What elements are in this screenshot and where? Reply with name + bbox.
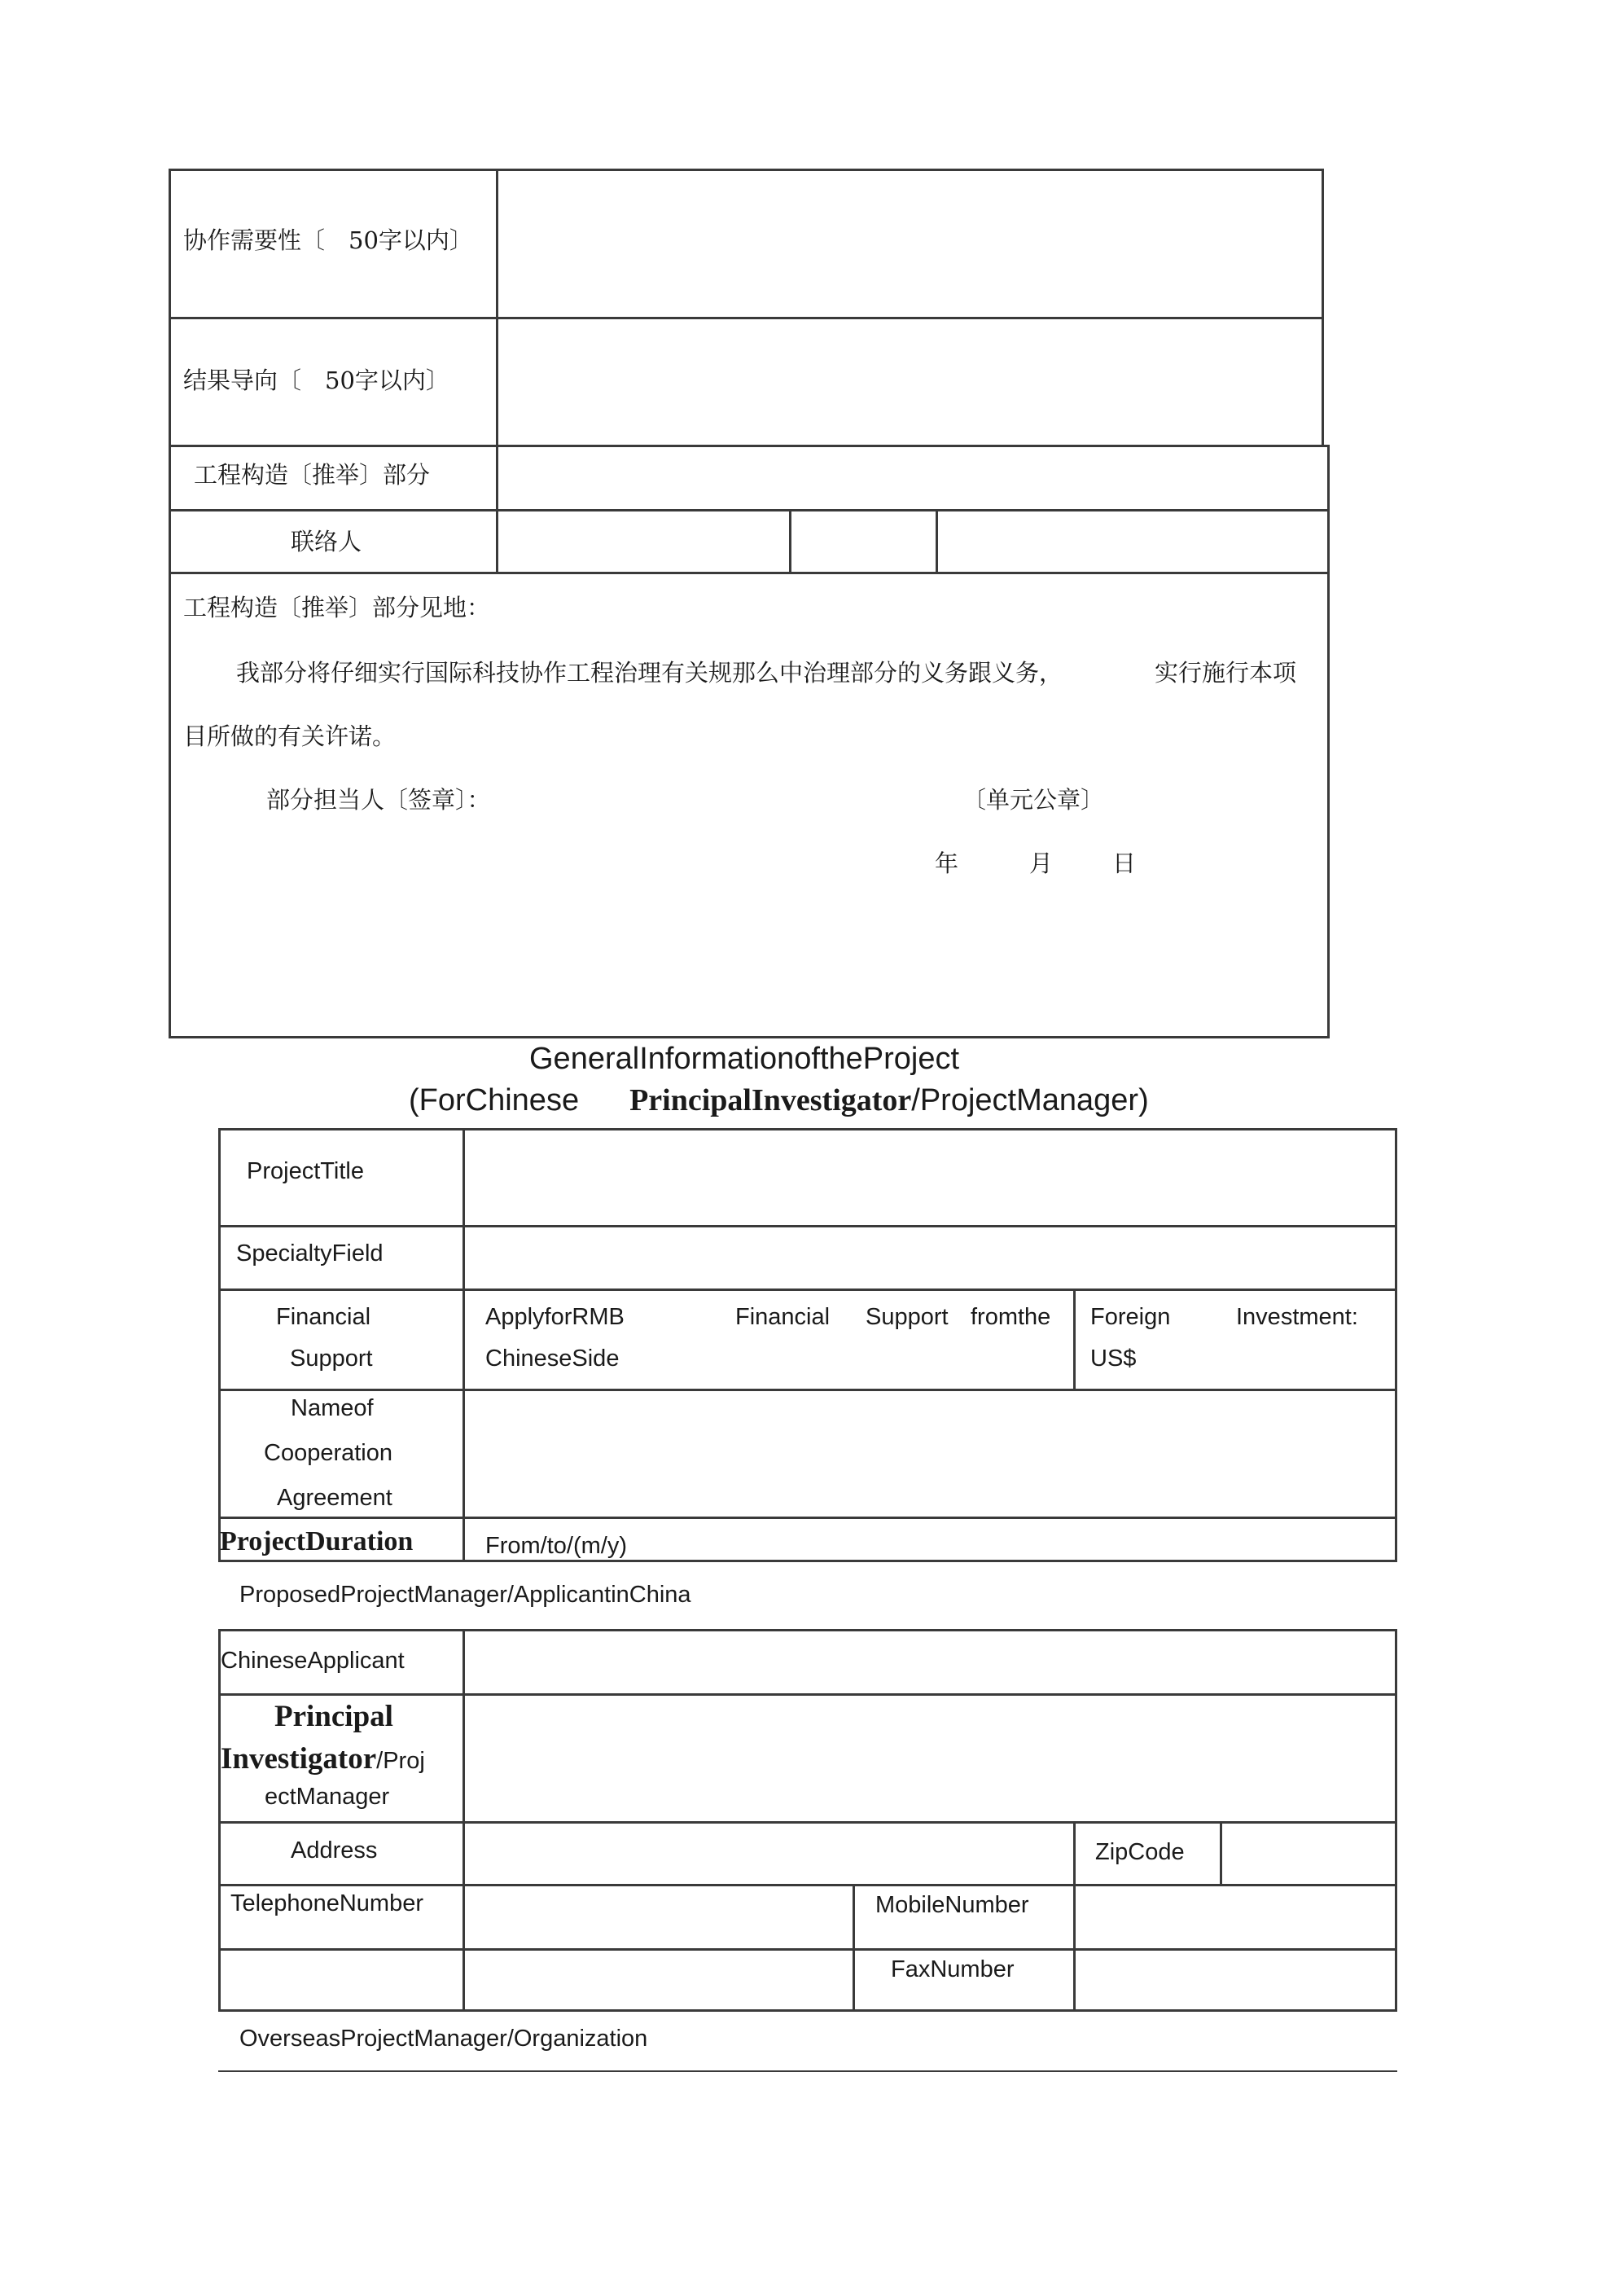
investigator-word: Investigator — [221, 1742, 377, 1776]
fax-label: FaxNumber — [891, 1956, 1015, 1982]
mobile-field[interactable] — [1076, 1886, 1395, 1948]
cooperation-need-label: 协作需要性〔 50字以内〕 — [183, 226, 473, 254]
investment-word: Investment: — [1236, 1304, 1358, 1330]
date-month-label: 月 — [1029, 849, 1054, 877]
foreign-word: Foreign — [1090, 1304, 1171, 1330]
principal-investigator-field[interactable] — [465, 1696, 1395, 1821]
chinese-side-text: ChineseSide — [485, 1346, 620, 1372]
result-orientation-label: 结果导向〔 50字以内〕 — [183, 367, 449, 394]
signature-label: 部分担当人〔签章〕： — [266, 786, 491, 814]
opinion-statement-line1-tail: 实行施行本项 — [1155, 659, 1297, 687]
investigator-label — [221, 1741, 425, 1776]
result-orientation-field[interactable] — [498, 319, 1322, 445]
agreement-name-field[interactable] — [465, 1391, 1395, 1517]
subtitle-part-a: (ForChinese — [409, 1083, 580, 1117]
zip-code-field[interactable] — [1222, 1824, 1395, 1884]
agreement-label-1: Nameof — [291, 1395, 374, 1421]
from-to-label: From/to/(m/y) — [485, 1533, 627, 1559]
agreement-label-2: Cooperation — [264, 1440, 392, 1466]
subtitle-bold: PrincipalInvestigator — [629, 1083, 912, 1117]
principal-label: Principal — [274, 1700, 393, 1733]
address-label: Address — [291, 1837, 378, 1864]
date-day-label: 日 — [1112, 849, 1137, 877]
unit-seal-label: 〔单元公章〕 — [962, 786, 1105, 814]
contact-phone-field[interactable] — [938, 511, 1327, 572]
subtitle-part-b: /ProjectManager) — [911, 1083, 1149, 1117]
opinion-statement-line1: 我部分将仔细实行国际科技协作工程治理有关规那么中治理部分的义务跟义务， — [236, 659, 1063, 687]
project-title-field[interactable] — [465, 1130, 1395, 1225]
proposed-manager-heading: ProposedProjectManager/ApplicantinChina — [239, 1582, 691, 1608]
financial-support-label-1: Financial — [276, 1304, 371, 1330]
chinese-applicant-label: ChineseApplicant — [221, 1648, 405, 1674]
zip-code-label: ZipCode — [1095, 1839, 1185, 1865]
opinion-statement-line2: 目所做的有关许诺。 — [183, 722, 397, 750]
recommending-dept-label: 工程构造〔推举〕部分 — [194, 461, 431, 489]
fax-field[interactable] — [1076, 1951, 1395, 2009]
financial-support-label-2: Support — [290, 1346, 373, 1372]
general-info-subtitle — [409, 1082, 1149, 1118]
from-the-word: fromthe — [971, 1304, 1051, 1330]
recommending-dept-field[interactable] — [498, 447, 1327, 509]
project-duration-label: ProjectDuration — [220, 1526, 414, 1556]
telephone-field[interactable] — [465, 1886, 853, 1948]
cooperation-need-field[interactable] — [498, 171, 1322, 317]
contact-person-label: 联络人 — [291, 528, 362, 555]
section-divider — [218, 2070, 1397, 2072]
usd-label: US$ — [1090, 1346, 1137, 1372]
agreement-label-3: Agreement — [277, 1485, 392, 1511]
opinion-heading: 工程构造〔推举〕部分见地： — [183, 594, 491, 621]
ect-manager-label: ectManager — [265, 1784, 390, 1810]
financial-word: Financial — [735, 1304, 831, 1330]
specialty-field-input[interactable] — [465, 1227, 1395, 1288]
date-year-label: 年 — [935, 849, 959, 877]
general-info-title: GeneralInformationoftheProject — [529, 1042, 960, 1076]
mobile-label: MobileNumber — [875, 1892, 1029, 1918]
chinese-applicant-field[interactable] — [465, 1631, 1395, 1693]
project-title-label: ProjectTitle — [247, 1158, 364, 1184]
telephone-label: TelephoneNumber — [230, 1890, 423, 1916]
contact-title-field[interactable] — [791, 511, 936, 572]
support-word: Support — [866, 1304, 949, 1330]
contact-name-field[interactable] — [498, 511, 789, 572]
proj-fragment: /Proj — [376, 1748, 425, 1774]
specialty-field-label: SpecialtyField — [236, 1240, 384, 1267]
apply-rmb-text: ApplyforRMB — [485, 1304, 625, 1330]
overseas-manager-heading: OverseasProjectManager/Organization — [239, 2026, 648, 2052]
address-field[interactable] — [465, 1824, 1073, 1884]
